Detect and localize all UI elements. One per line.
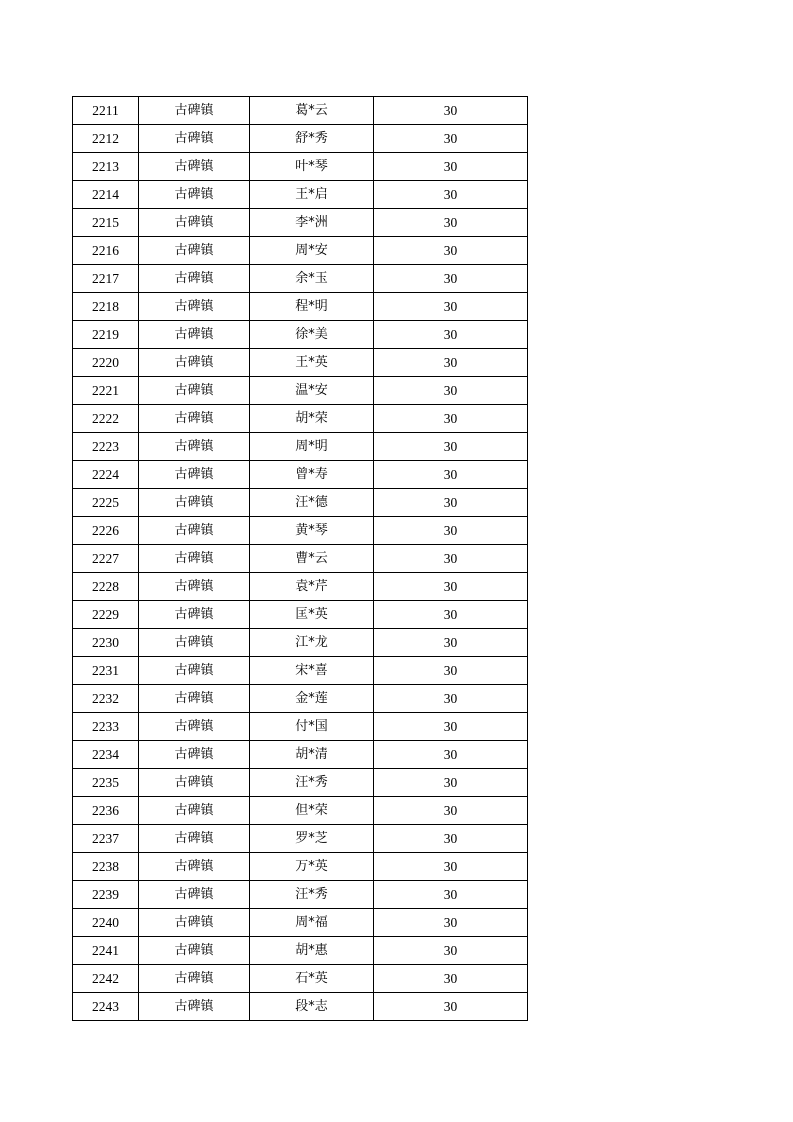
table-row	[73, 517, 528, 545]
name-cell: 曾*寿	[250, 461, 374, 489]
table-row	[73, 321, 528, 349]
town-cell: 古碑镇	[139, 769, 250, 797]
row-number-cell: 2243	[73, 993, 139, 1021]
name-cell: 宋*喜	[250, 657, 374, 685]
name-cell: 但*荣	[250, 797, 374, 825]
amount-cell: 30	[374, 909, 528, 937]
name-cell: 匡*英	[250, 601, 374, 629]
row-number-cell: 2225	[73, 489, 139, 517]
row-number-cell: 2213	[73, 153, 139, 181]
amount-cell: 30	[374, 685, 528, 713]
town-cell: 古碑镇	[139, 601, 250, 629]
table-row	[73, 629, 528, 657]
name-cell: 汪*德	[250, 489, 374, 517]
town-cell: 古碑镇	[139, 237, 250, 265]
table-row	[73, 293, 528, 321]
name-cell: 罗*芝	[250, 825, 374, 853]
row-number-cell: 2229	[73, 601, 139, 629]
table-row	[73, 209, 528, 237]
amount-cell: 30	[374, 433, 528, 461]
town-cell: 古碑镇	[139, 741, 250, 769]
amount-cell: 30	[374, 713, 528, 741]
table-row	[73, 489, 528, 517]
table-row	[73, 965, 528, 993]
town-cell: 古碑镇	[139, 573, 250, 601]
amount-cell: 30	[374, 461, 528, 489]
row-number-cell: 2221	[73, 377, 139, 405]
row-number-cell: 2234	[73, 741, 139, 769]
amount-cell: 30	[374, 741, 528, 769]
amount-cell: 30	[374, 97, 528, 125]
name-cell: 金*莲	[250, 685, 374, 713]
table-row	[73, 265, 528, 293]
amount-cell: 30	[374, 965, 528, 993]
amount-cell: 30	[374, 405, 528, 433]
table-row	[73, 741, 528, 769]
name-cell: 徐*美	[250, 321, 374, 349]
amount-cell: 30	[374, 769, 528, 797]
amount-cell: 30	[374, 209, 528, 237]
amount-cell: 30	[374, 629, 528, 657]
row-number-cell: 2212	[73, 125, 139, 153]
row-number-cell: 2216	[73, 237, 139, 265]
amount-cell: 30	[374, 825, 528, 853]
town-cell: 古碑镇	[139, 937, 250, 965]
table-row	[73, 769, 528, 797]
row-number-cell: 2227	[73, 545, 139, 573]
table-row	[73, 461, 528, 489]
row-number-cell: 2232	[73, 685, 139, 713]
row-number-cell: 2223	[73, 433, 139, 461]
name-cell: 付*国	[250, 713, 374, 741]
town-cell: 古碑镇	[139, 965, 250, 993]
town-cell: 古碑镇	[139, 713, 250, 741]
name-cell: 周*明	[250, 433, 374, 461]
table-row	[73, 797, 528, 825]
row-number-cell: 2222	[73, 405, 139, 433]
town-cell: 古碑镇	[139, 853, 250, 881]
town-cell: 古碑镇	[139, 181, 250, 209]
name-cell: 周*福	[250, 909, 374, 937]
name-cell: 周*安	[250, 237, 374, 265]
row-number-cell: 2236	[73, 797, 139, 825]
name-cell: 万*英	[250, 853, 374, 881]
row-number-cell: 2215	[73, 209, 139, 237]
table-row	[73, 405, 528, 433]
row-number-cell: 2214	[73, 181, 139, 209]
table-row	[73, 993, 528, 1021]
amount-cell: 30	[374, 321, 528, 349]
town-cell: 古碑镇	[139, 909, 250, 937]
amount-cell: 30	[374, 601, 528, 629]
name-cell: 王*启	[250, 181, 374, 209]
amount-cell: 30	[374, 489, 528, 517]
amount-cell: 30	[374, 377, 528, 405]
town-cell: 古碑镇	[139, 153, 250, 181]
amount-cell: 30	[374, 181, 528, 209]
town-cell: 古碑镇	[139, 125, 250, 153]
table-row	[73, 825, 528, 853]
name-cell: 曹*云	[250, 545, 374, 573]
town-cell: 古碑镇	[139, 825, 250, 853]
amount-cell: 30	[374, 125, 528, 153]
name-cell: 李*洲	[250, 209, 374, 237]
row-number-cell: 2219	[73, 321, 139, 349]
name-cell: 段*志	[250, 993, 374, 1021]
table-row	[73, 181, 528, 209]
row-number-cell: 2228	[73, 573, 139, 601]
amount-cell: 30	[374, 153, 528, 181]
row-number-cell: 2238	[73, 853, 139, 881]
table-row	[73, 881, 528, 909]
name-cell: 温*安	[250, 377, 374, 405]
roster-table	[72, 96, 528, 1021]
town-cell: 古碑镇	[139, 377, 250, 405]
name-cell: 江*龙	[250, 629, 374, 657]
town-cell: 古碑镇	[139, 405, 250, 433]
name-cell: 王*英	[250, 349, 374, 377]
table-row	[73, 545, 528, 573]
table-row	[73, 377, 528, 405]
name-cell: 舒*秀	[250, 125, 374, 153]
table-row	[73, 237, 528, 265]
row-number-cell: 2211	[73, 97, 139, 125]
row-number-cell: 2226	[73, 517, 139, 545]
row-number-cell: 2241	[73, 937, 139, 965]
amount-cell: 30	[374, 545, 528, 573]
row-number-cell: 2233	[73, 713, 139, 741]
roster-table-body	[73, 97, 528, 1021]
row-number-cell: 2242	[73, 965, 139, 993]
row-number-cell: 2230	[73, 629, 139, 657]
town-cell: 古碑镇	[139, 293, 250, 321]
amount-cell: 30	[374, 265, 528, 293]
amount-cell: 30	[374, 881, 528, 909]
row-number-cell: 2217	[73, 265, 139, 293]
town-cell: 古碑镇	[139, 685, 250, 713]
table-row	[73, 153, 528, 181]
town-cell: 古碑镇	[139, 545, 250, 573]
row-number-cell: 2240	[73, 909, 139, 937]
name-cell: 余*玉	[250, 265, 374, 293]
row-number-cell: 2237	[73, 825, 139, 853]
row-number-cell: 2224	[73, 461, 139, 489]
table-row	[73, 125, 528, 153]
amount-cell: 30	[374, 937, 528, 965]
town-cell: 古碑镇	[139, 433, 250, 461]
town-cell: 古碑镇	[139, 657, 250, 685]
amount-cell: 30	[374, 517, 528, 545]
table-row	[73, 97, 528, 125]
name-cell: 程*明	[250, 293, 374, 321]
amount-cell: 30	[374, 293, 528, 321]
town-cell: 古碑镇	[139, 517, 250, 545]
row-number-cell: 2235	[73, 769, 139, 797]
name-cell: 叶*琴	[250, 153, 374, 181]
table-row	[73, 601, 528, 629]
table-row	[73, 713, 528, 741]
row-number-cell: 2239	[73, 881, 139, 909]
name-cell: 袁*芹	[250, 573, 374, 601]
town-cell: 古碑镇	[139, 265, 250, 293]
table-row	[73, 853, 528, 881]
table-row	[73, 909, 528, 937]
row-number-cell: 2231	[73, 657, 139, 685]
amount-cell: 30	[374, 657, 528, 685]
town-cell: 古碑镇	[139, 97, 250, 125]
table-row	[73, 937, 528, 965]
amount-cell: 30	[374, 993, 528, 1021]
town-cell: 古碑镇	[139, 321, 250, 349]
town-cell: 古碑镇	[139, 209, 250, 237]
row-number-cell: 2218	[73, 293, 139, 321]
table-row	[73, 349, 528, 377]
name-cell: 汪*秀	[250, 769, 374, 797]
table-row	[73, 657, 528, 685]
town-cell: 古碑镇	[139, 489, 250, 517]
town-cell: 古碑镇	[139, 881, 250, 909]
name-cell: 葛*云	[250, 97, 374, 125]
town-cell: 古碑镇	[139, 993, 250, 1021]
table-row	[73, 685, 528, 713]
amount-cell: 30	[374, 237, 528, 265]
amount-cell: 30	[374, 573, 528, 601]
table-row	[73, 573, 528, 601]
table-row	[73, 433, 528, 461]
name-cell: 胡*惠	[250, 937, 374, 965]
name-cell: 汪*秀	[250, 881, 374, 909]
name-cell: 胡*清	[250, 741, 374, 769]
name-cell: 胡*荣	[250, 405, 374, 433]
name-cell: 黄*琴	[250, 517, 374, 545]
town-cell: 古碑镇	[139, 629, 250, 657]
amount-cell: 30	[374, 349, 528, 377]
row-number-cell: 2220	[73, 349, 139, 377]
town-cell: 古碑镇	[139, 797, 250, 825]
amount-cell: 30	[374, 797, 528, 825]
amount-cell: 30	[374, 853, 528, 881]
name-cell: 石*英	[250, 965, 374, 993]
town-cell: 古碑镇	[139, 349, 250, 377]
town-cell: 古碑镇	[139, 461, 250, 489]
